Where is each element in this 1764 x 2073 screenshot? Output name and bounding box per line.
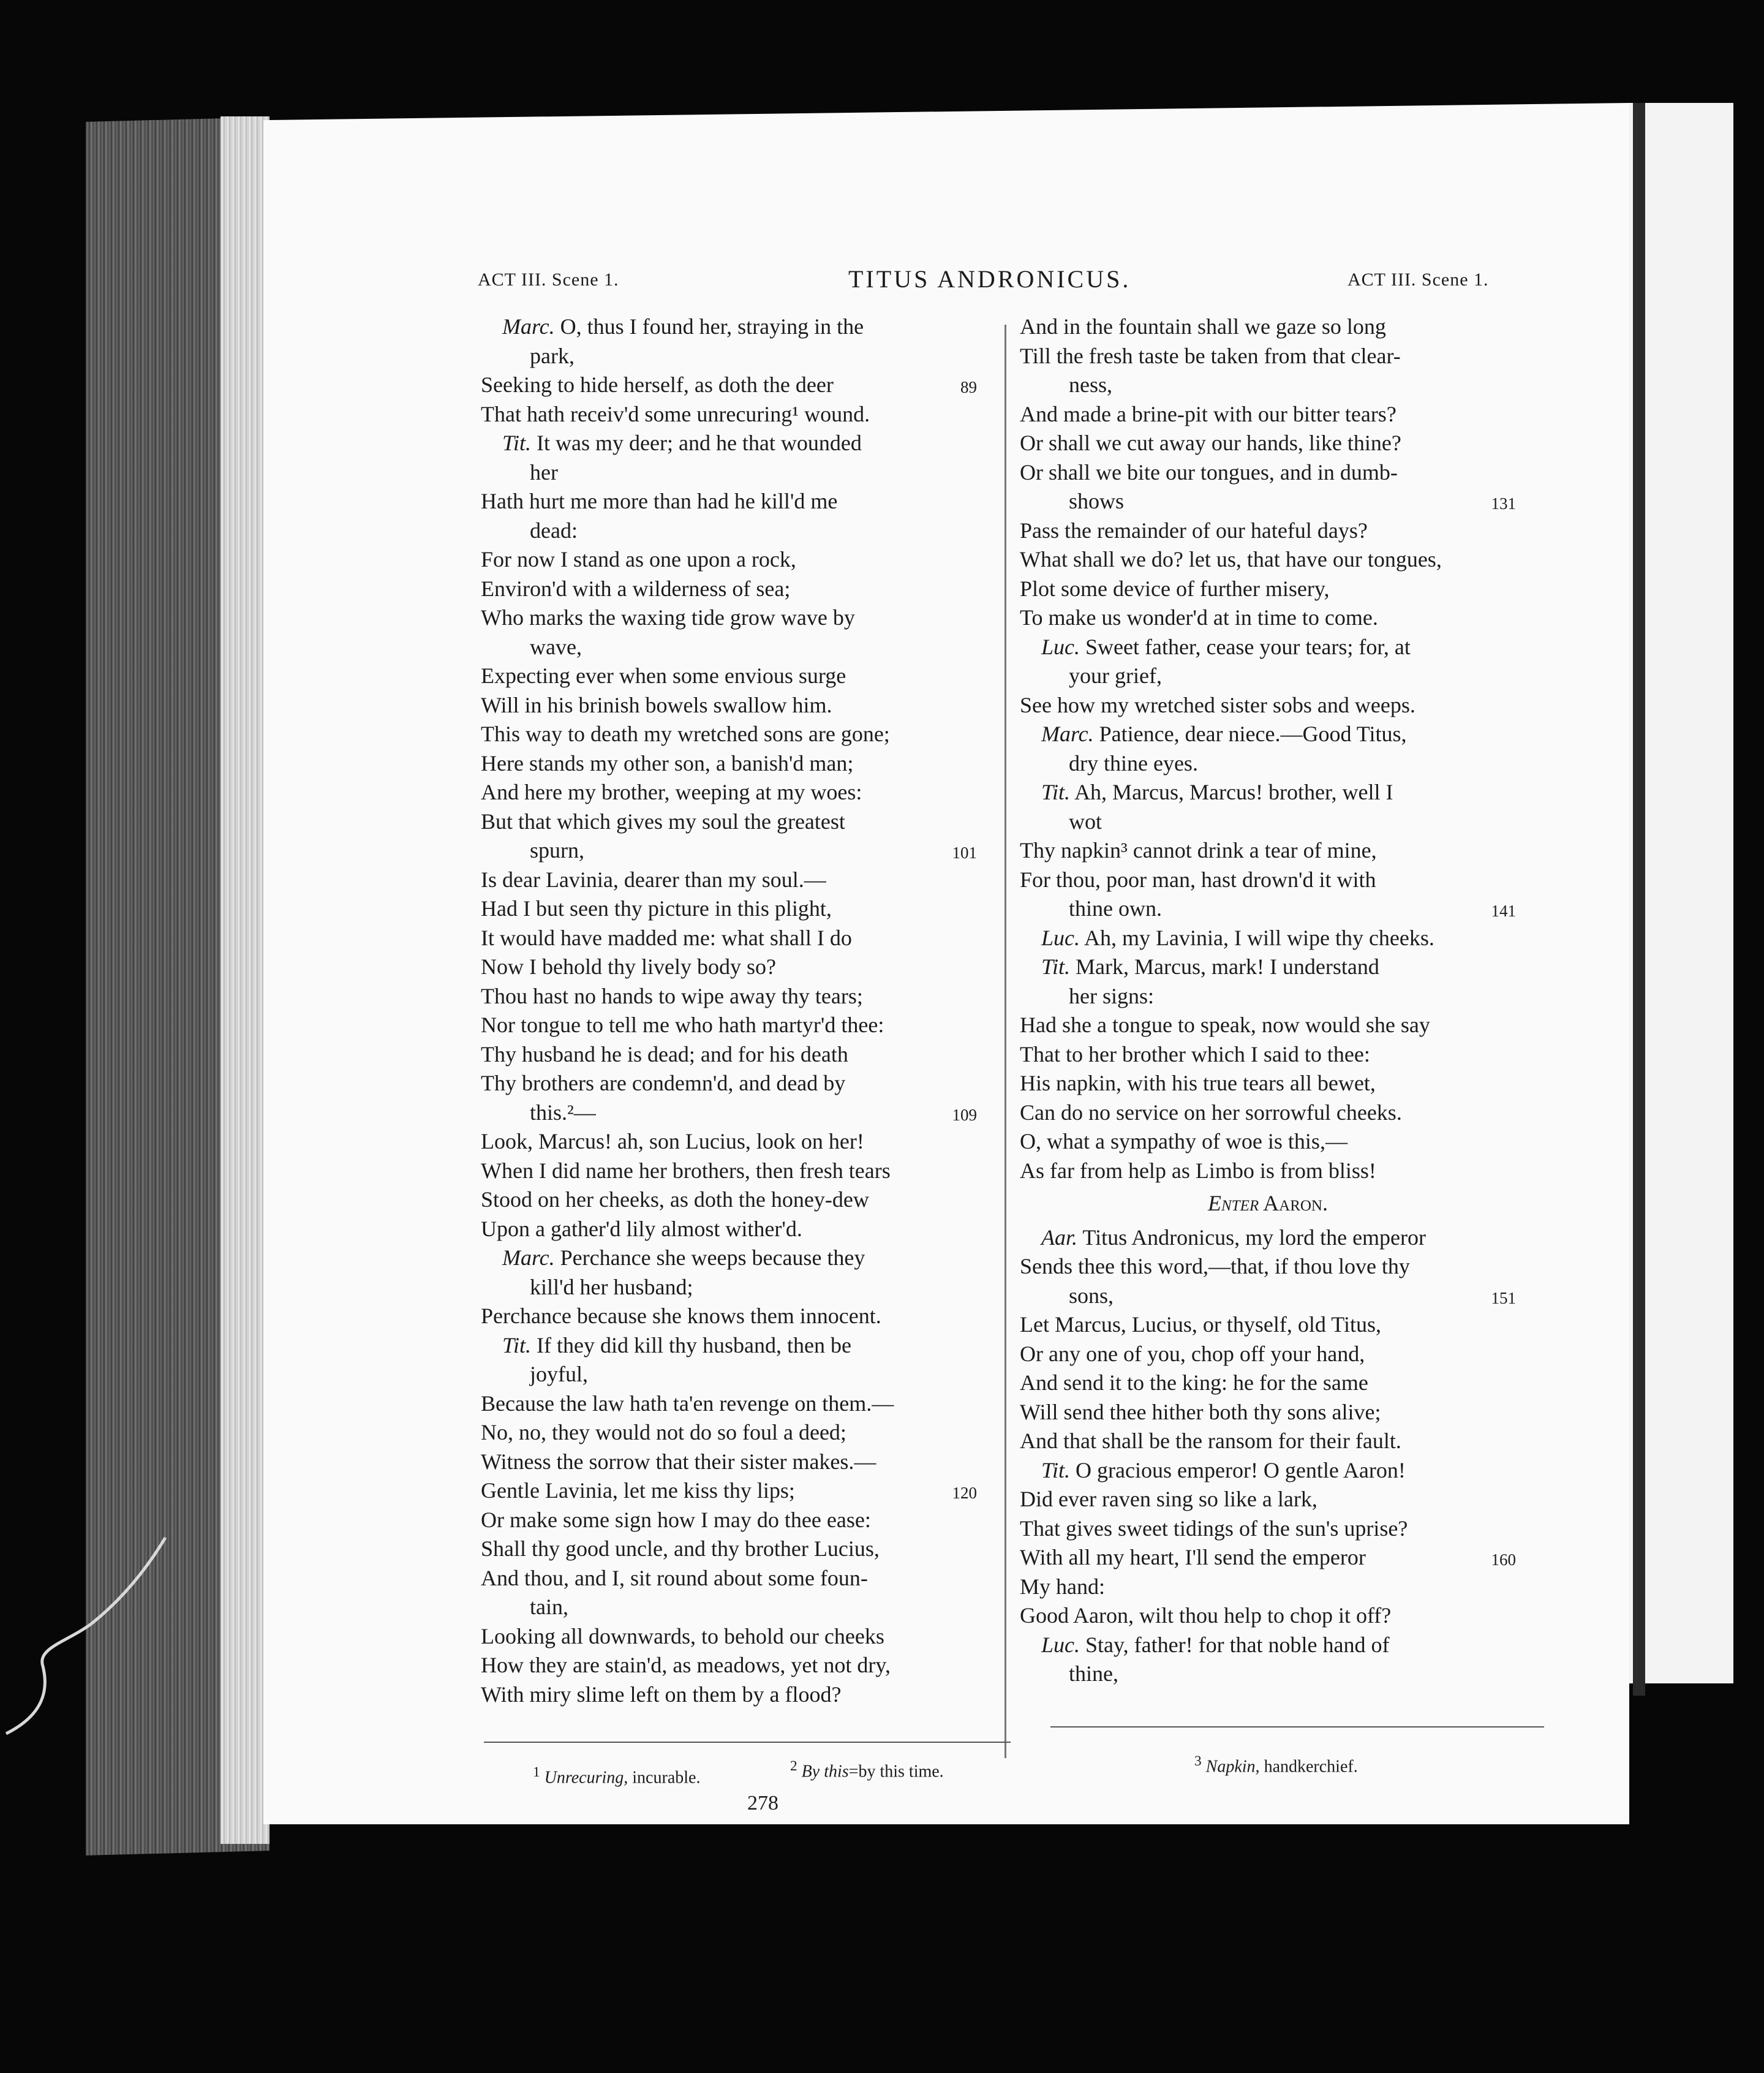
line-text: That gives sweet tidings of the sun's uprise? xyxy=(1020,1516,1408,1541)
verse-line xyxy=(1020,1369,1516,1398)
verse-line xyxy=(1020,1427,1516,1456)
right-text-column xyxy=(1020,312,1516,1689)
running-head-left: ACT III. Scene 1. xyxy=(478,270,619,290)
line-text: dry thine eyes. xyxy=(1069,750,1198,776)
verse-line xyxy=(481,1476,977,1506)
verse-line xyxy=(481,1506,977,1535)
line-text: Expecting ever when some envious surge xyxy=(481,663,846,688)
line-text: Upon a gather'd lily almost wither'd. xyxy=(481,1216,802,1241)
line-text: This way to death my wretched sons are gone; xyxy=(481,722,890,746)
column-divider xyxy=(1005,325,1006,1758)
footnote-2 xyxy=(790,1758,944,1781)
verse-line xyxy=(481,1622,977,1652)
line-text: And here my brother, weeping at my woes: xyxy=(481,780,862,804)
footnote-1-text: incurable. xyxy=(632,1768,701,1788)
line-text: Now I behold thy lively body so? xyxy=(481,954,776,979)
footnote-3-text: handkerchief. xyxy=(1264,1757,1358,1777)
footnote-rule-left xyxy=(484,1742,1011,1743)
verse-line xyxy=(1020,1660,1516,1689)
verse-line xyxy=(1020,633,1516,662)
verse-line xyxy=(481,1185,977,1215)
book-page-edges-light xyxy=(221,116,270,1844)
verse-line xyxy=(1020,749,1516,779)
line-text: That to her brother which I said to thee: xyxy=(1020,1041,1370,1067)
line-text: And made a brine-pit with our bitter tears? xyxy=(1020,401,1396,426)
line-text: If they did kill thy husband, then be xyxy=(537,1332,851,1357)
line-text: Ah, my Lavinia, I will wipe thy cheeks. xyxy=(1084,925,1434,950)
line-text: And send it to the king: he for the same xyxy=(1020,1370,1368,1395)
speaker-name: Tit. xyxy=(1041,954,1071,979)
speaker-name: Luc. xyxy=(1041,925,1080,950)
verse-line xyxy=(481,487,977,516)
line-number: 109 xyxy=(952,1105,977,1124)
verse-line xyxy=(481,312,977,342)
running-head-title: TITUS ANDRONICUS. xyxy=(848,265,1131,293)
speaker-name: Tit. xyxy=(502,1332,532,1357)
line-text: With all my heart, I'll send the emperor xyxy=(1020,1545,1366,1569)
line-text: Stood on her cheeks, as doth the honey-dew xyxy=(481,1187,869,1212)
verse-line xyxy=(1020,1514,1516,1544)
verse-line xyxy=(1020,1011,1516,1040)
footnote-2-text: =by this time. xyxy=(848,1762,944,1781)
speaker-name: Marc. xyxy=(502,314,555,339)
verse-line xyxy=(1020,1040,1516,1070)
line-text: Witness the sorrow that their sister makes.— xyxy=(481,1449,876,1474)
verse-line xyxy=(481,1127,977,1157)
line-text: Perchance she weeps because they xyxy=(560,1245,865,1270)
verse-line xyxy=(481,778,977,807)
verse-line xyxy=(1020,575,1516,604)
speaker-name: Tit. xyxy=(1041,780,1071,804)
page-number: 278 xyxy=(747,1792,778,1814)
footnote-2-mark: 2 xyxy=(790,1758,797,1774)
line-text: Looking all downwards, to behold our cheeks xyxy=(481,1623,884,1648)
line-text: Seeking to hide herself, as doth the deer xyxy=(481,372,834,397)
line-text: Plot some device of further misery, xyxy=(1020,576,1330,601)
verse-line xyxy=(481,807,977,837)
line-text: See how my wretched sister sobs and weeps. xyxy=(1020,692,1415,717)
line-text: As far from help as Limbo is from bliss! xyxy=(1020,1158,1376,1183)
verse-line xyxy=(481,633,977,662)
line-text: Environ'd with a wilderness of sea; xyxy=(481,576,791,601)
line-text: Or shall we bite our tongues, and in dumb- xyxy=(1020,459,1398,485)
verse-line xyxy=(481,1418,977,1448)
line-text: thine, xyxy=(1069,1661,1118,1686)
line-text: Thy napkin³ cannot drink a tear of mine, xyxy=(1020,838,1377,863)
verse-line xyxy=(1020,1127,1516,1157)
line-text: When I did name her brothers, then fresh tears xyxy=(481,1158,891,1183)
speaker-name: Luc. xyxy=(1041,1632,1080,1657)
verse-line xyxy=(1020,371,1516,400)
line-text: Or any one of you, chop off your hand, xyxy=(1020,1341,1365,1366)
line-text: Look, Marcus! ah, son Lucius, look on her! xyxy=(481,1129,864,1154)
line-text: To make us wonder'd at in time to come. xyxy=(1020,605,1378,630)
verse-line xyxy=(1020,720,1516,749)
line-text: joyful, xyxy=(530,1362,588,1386)
line-text: For now I stand as one upon a rock, xyxy=(481,547,796,572)
verse-line xyxy=(481,1389,977,1419)
line-text: O gracious emperor! O gentle Aaron! xyxy=(1076,1457,1406,1482)
verse-line xyxy=(481,1564,977,1593)
verse-line xyxy=(481,1040,977,1070)
verse-line xyxy=(481,1244,977,1273)
verse-line xyxy=(481,603,977,633)
verse-line xyxy=(1020,545,1516,575)
line-text: Perchance because she knows them innocent. xyxy=(481,1304,881,1328)
line-text: Who marks the waxing tide grow wave by xyxy=(481,605,855,630)
verse-line xyxy=(481,953,977,982)
verse-line xyxy=(481,400,977,429)
line-text: kill'd her husband; xyxy=(530,1274,693,1299)
stage-direction-verb: Enter xyxy=(1208,1191,1259,1215)
verse-line xyxy=(1020,1069,1516,1098)
line-text: Let Marcus, Lucius, or thyself, old Titus, xyxy=(1020,1312,1381,1337)
line-text: your grief, xyxy=(1069,663,1162,688)
line-text: Had she a tongue to speak, now would she say xyxy=(1020,1013,1430,1037)
verse-line xyxy=(1020,662,1516,691)
line-text: How they are stain'd, as meadows, yet not dry, xyxy=(481,1653,891,1677)
verse-line xyxy=(481,342,977,371)
line-text: wot xyxy=(1069,809,1102,834)
verse-line xyxy=(481,1360,977,1389)
line-text: His napkin, with his true tears all bewet, xyxy=(1020,1071,1376,1095)
speaker-name: Marc. xyxy=(502,1245,555,1270)
line-text: That hath receiv'd some unrecuring¹ wound. xyxy=(481,401,870,426)
line-text: Stay, father! for that noble hand of xyxy=(1085,1632,1390,1657)
line-text: Or shall we cut away our hands, like thine? xyxy=(1020,431,1401,455)
line-text: sons, xyxy=(1069,1283,1114,1308)
footnote-2-term: By this xyxy=(801,1762,849,1781)
left-text-column xyxy=(481,312,977,1709)
line-text: O, what a sympathy of woe is this,— xyxy=(1020,1129,1348,1154)
line-text: park, xyxy=(530,343,575,368)
line-number: 101 xyxy=(952,844,977,862)
line-text: It would have madded me: what shall I do xyxy=(481,925,852,950)
footnote-3 xyxy=(1194,1753,1358,1777)
verse-line xyxy=(481,458,977,488)
verse-line xyxy=(481,1011,977,1040)
line-text: Can do no service on her sorrowful cheeks. xyxy=(1020,1100,1402,1125)
verse-line xyxy=(1020,836,1516,866)
line-text: Because the law hath ta'en revenge on them.— xyxy=(481,1391,894,1416)
line-text: With miry slime left on them by a flood? xyxy=(481,1682,842,1707)
verse-line xyxy=(1020,603,1516,633)
speaker-name: Tit. xyxy=(1041,1457,1071,1482)
line-text: spurn, xyxy=(530,838,584,863)
line-text: Is dear Lavinia, dearer than my soul.— xyxy=(481,867,826,892)
line-text: But that which gives my soul the greatest xyxy=(481,809,845,834)
verse-line xyxy=(1020,1485,1516,1514)
line-text: Thou hast no hands to wipe away thy tears; xyxy=(481,983,863,1008)
line-text: My hand: xyxy=(1020,1574,1105,1599)
verse-line xyxy=(481,1215,977,1244)
footnote-rule-right xyxy=(1050,1726,1544,1727)
line-text: Nor tongue to tell me who hath martyr'd thee: xyxy=(481,1013,884,1037)
footnote-1 xyxy=(533,1764,700,1788)
line-text: Here stands my other son, a banish'd man; xyxy=(481,750,854,776)
line-number: 160 xyxy=(1491,1550,1516,1569)
verse-line xyxy=(481,1157,977,1186)
footnote-3-mark: 3 xyxy=(1194,1753,1202,1769)
verse-line xyxy=(481,836,977,866)
verse-line xyxy=(1020,807,1516,837)
verse-line xyxy=(481,1593,977,1622)
line-number: 141 xyxy=(1491,902,1516,920)
line-number: 120 xyxy=(952,1484,977,1502)
line-text: dead: xyxy=(530,518,578,543)
verse-line xyxy=(1020,429,1516,458)
verse-line xyxy=(1020,1601,1516,1631)
verse-line xyxy=(1020,1098,1516,1128)
line-text: wave, xyxy=(530,634,582,659)
verse-line xyxy=(1020,1631,1516,1660)
line-text: shows xyxy=(1069,489,1125,513)
verse-line xyxy=(1020,778,1516,807)
verse-line xyxy=(481,720,977,749)
line-number: 151 xyxy=(1491,1288,1516,1307)
footnote-3-term: Napkin, xyxy=(1205,1757,1260,1777)
verse-line xyxy=(1020,1398,1516,1427)
verse-line xyxy=(481,691,977,720)
speaker-name: Tit. xyxy=(502,431,532,455)
verse-line xyxy=(1020,982,1516,1011)
line-text: Gentle Lavinia, let me kiss thy lips; xyxy=(481,1478,795,1503)
verse-line xyxy=(481,662,977,691)
line-text: And in the fountain shall we gaze so long xyxy=(1020,314,1386,339)
speaker-name: Marc. xyxy=(1041,722,1094,746)
verse-line xyxy=(1020,1543,1516,1573)
line-text: Had I but seen thy picture in this plight, xyxy=(481,896,832,921)
verse-line xyxy=(1020,1282,1516,1311)
line-text: Titus Andronicus, my lord the emperor xyxy=(1082,1225,1427,1250)
line-text: O, thus I found her, straying in the xyxy=(560,314,864,339)
verse-line xyxy=(481,1098,977,1128)
line-text: And thou, and I, sit round about some foun- xyxy=(481,1565,868,1590)
verse-line xyxy=(1020,1573,1516,1602)
verse-line xyxy=(1020,866,1516,895)
line-text: Ah, Marcus, Marcus! brother, well I xyxy=(1074,780,1393,804)
verse-line xyxy=(481,1069,977,1098)
verse-line xyxy=(1020,458,1516,488)
verse-line xyxy=(1020,1310,1516,1340)
line-text: Good Aaron, wilt thou help to chop it off? xyxy=(1020,1603,1392,1628)
line-text: Thy brothers are condemn'd, and dead by xyxy=(481,1071,846,1095)
line-text: ness, xyxy=(1069,372,1112,397)
verse-line xyxy=(1020,894,1516,924)
line-text: Thy husband he is dead; and for his death xyxy=(481,1041,848,1067)
verse-line xyxy=(481,575,977,604)
verse-line xyxy=(481,1331,977,1361)
line-number: 131 xyxy=(1491,494,1516,513)
verse-line xyxy=(481,1448,977,1477)
line-text: this.²— xyxy=(530,1100,596,1125)
verse-line xyxy=(1020,691,1516,720)
footnote-1-mark: 1 xyxy=(533,1764,540,1780)
speaker-name: Aar. xyxy=(1041,1225,1078,1250)
line-text: her xyxy=(530,459,558,485)
line-text: Patience, dear niece.—Good Titus, xyxy=(1099,722,1407,746)
line-text: Will send thee hither both thy sons alive; xyxy=(1020,1399,1381,1424)
verse-line xyxy=(481,894,977,924)
line-text: What shall we do? let us, that have our tongues, xyxy=(1020,547,1442,572)
footnote-1-term: Unrecuring, xyxy=(544,1768,628,1788)
verse-line xyxy=(1020,924,1516,953)
line-text: Sends thee this word,—that, if thou love thy xyxy=(1020,1254,1410,1278)
line-text: And that shall be the ransom for their fault. xyxy=(1020,1429,1401,1453)
verse-line xyxy=(481,371,977,400)
verse-line xyxy=(481,924,977,953)
verse-line xyxy=(1020,1252,1516,1282)
line-text: Pass the remainder of our hateful days? xyxy=(1020,518,1368,543)
verse-line xyxy=(1020,1340,1516,1369)
line-text: thine own. xyxy=(1069,896,1162,921)
line-text: Or make some sign how I may do thee ease: xyxy=(481,1507,871,1532)
line-text: It was my deer; and he that wounded xyxy=(537,431,862,455)
line-text: For thou, poor man, hast drown'd it with xyxy=(1020,867,1376,892)
pencil-scribble-mark xyxy=(0,1531,172,1740)
verse-line xyxy=(1020,1456,1516,1486)
line-text: No, no, they would not do so foul a deed; xyxy=(481,1420,846,1444)
line-text: Mark, Marcus, mark! I understand xyxy=(1076,954,1379,979)
stage-direction xyxy=(1020,1185,1516,1223)
verse-line xyxy=(1020,1157,1516,1186)
verse-line xyxy=(481,1535,977,1564)
verse-line xyxy=(1020,342,1516,371)
line-number: 89 xyxy=(960,378,977,396)
verse-line xyxy=(481,749,977,779)
line-text: Will in his brinish bowels swallow him. xyxy=(481,692,832,717)
verse-line xyxy=(1020,1223,1516,1253)
line-text: Hath hurt me more than had he kill'd me xyxy=(481,489,838,513)
facing-page-gutter xyxy=(1633,103,1645,1696)
speaker-name: Luc. xyxy=(1041,634,1080,659)
verse-line xyxy=(481,982,977,1011)
line-text: Shall thy good uncle, and thy brother Lucius, xyxy=(481,1536,880,1561)
verse-line xyxy=(1020,953,1516,982)
line-text: Till the fresh taste be taken from that clear- xyxy=(1020,343,1401,368)
verse-line xyxy=(1020,400,1516,429)
verse-line xyxy=(481,866,977,895)
verse-line xyxy=(481,545,977,575)
verse-line xyxy=(1020,516,1516,546)
verse-line xyxy=(481,429,977,458)
verse-line xyxy=(1020,487,1516,516)
line-text: her signs: xyxy=(1069,983,1154,1008)
verse-line xyxy=(481,1651,977,1680)
verse-line xyxy=(1020,312,1516,342)
line-text: Sweet father, cease your tears; for, at xyxy=(1085,634,1411,659)
verse-line xyxy=(481,1680,977,1710)
stage-direction-name: Aaron. xyxy=(1263,1191,1328,1215)
line-text: tain, xyxy=(530,1595,568,1619)
verse-line xyxy=(481,516,977,546)
verse-line xyxy=(481,1302,977,1331)
verse-line xyxy=(481,1273,977,1302)
running-head-right: ACT III. Scene 1. xyxy=(1348,270,1489,290)
line-text: Did ever raven sing so like a lark, xyxy=(1020,1487,1317,1511)
